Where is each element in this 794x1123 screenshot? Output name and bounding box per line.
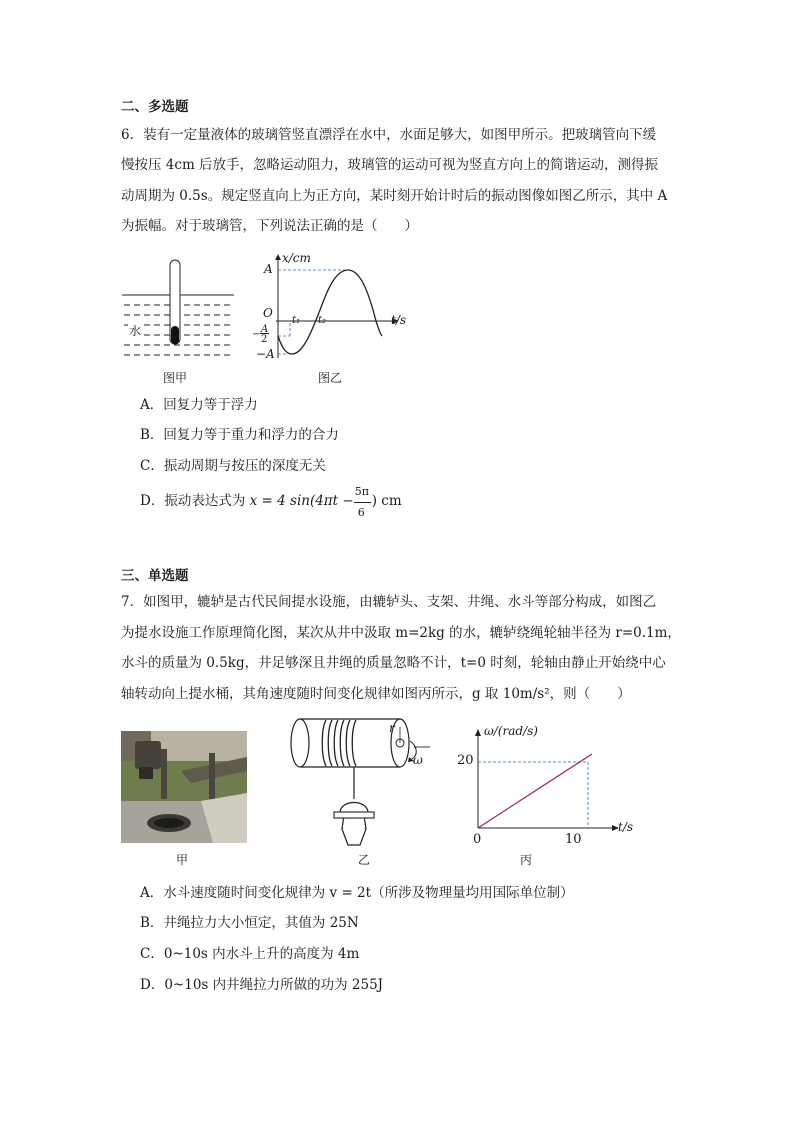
fraction-5pi-6: $\frac{5\pi}{6}$ bbox=[354, 484, 369, 519]
q6-stem-line-2: 慢按压 4cm 后放手，忽略运动阻力，玻璃管的运动可视为竖直方向上的简谐运动，测得振 bbox=[121, 157, 659, 173]
omega-time-graph bbox=[462, 724, 642, 846]
floating-tube-diagram bbox=[118, 244, 238, 364]
sine-curve bbox=[278, 270, 382, 354]
q7-stem-line-1: 7．如图甲，辘轳是古代民间提水设施，由辘轳头、支架、井绳、水斗等部分构成，如图乙 bbox=[121, 594, 657, 610]
figure-yi-caption: 图乙 bbox=[318, 371, 343, 385]
q7-figure-bing-graph bbox=[457, 724, 642, 847]
omega-graph-x-label: t/s bbox=[618, 820, 634, 834]
q6-figure-yi: x/cm t/s A O − A 2 −A t₁ t₂ bbox=[252, 250, 412, 370]
q6-stem-line-1: 6．装有一定量液体的玻璃管竖直漂浮在水中，水面足够大，如图甲所示。把玻璃管向下缓 bbox=[121, 127, 657, 143]
omega-graph-y-label: ω/(rad/s) bbox=[484, 724, 538, 738]
section-heading-multi-choice: 二、多选题 bbox=[121, 99, 189, 115]
windlass-photo bbox=[121, 731, 247, 843]
q7-stem-line-2: 为提水设施工作原理简化图，某次从井中汲取 m=2kg 的水，辘轳绕绳轮轴半径为 r=0.1m， bbox=[121, 625, 681, 641]
origin-label: O bbox=[263, 306, 273, 320]
water-label: 水 bbox=[129, 324, 142, 338]
q7-figure-jia-photo bbox=[121, 731, 247, 843]
figure-bing-caption: 丙 bbox=[520, 853, 533, 867]
figure-yi-caption-q7: 乙 bbox=[358, 853, 371, 867]
q6-option-c[interactable]: C．振动周期与按压的深度无关 bbox=[140, 458, 326, 474]
q7-figure-yi-schematic bbox=[288, 717, 438, 852]
tube-liquid bbox=[171, 326, 179, 344]
r-label: r bbox=[389, 721, 395, 735]
section-heading-single-choice: 三、单选题 bbox=[121, 568, 189, 584]
tick-neg-A: −A bbox=[256, 347, 275, 361]
omega-label: ω bbox=[413, 753, 423, 767]
t1-label: t₁ bbox=[292, 315, 301, 326]
q6-option-d[interactable]: D．振动表达式为 x = 4 sin(4πt − $\frac{5\pi}{6}$ ) cm bbox=[140, 484, 402, 519]
figure-jia-caption: 图甲 bbox=[163, 371, 188, 385]
origin-zero: 0 bbox=[473, 832, 482, 847]
pulley-bucket-diagram bbox=[288, 717, 438, 852]
q6-figure-jia bbox=[118, 244, 238, 364]
q7-option-a[interactable]: A．水斗速度随时间变化规律为 v = 2t（所涉及物理量均用国际单位制） bbox=[140, 885, 574, 901]
q6-option-a[interactable]: A．回复力等于浮力 bbox=[140, 397, 258, 413]
q7-stem-line-4: 轴转动向上提水桶，其角速度随时间变化规律如图丙所示，g 取 10m/s²，则（ ） bbox=[121, 686, 631, 702]
x-tick-10: 10 bbox=[565, 832, 582, 847]
t2-label: t₂ bbox=[318, 315, 327, 326]
q6-stem-line-3: 动周期为 0.5s。规定竖直向上为正方向，某时刻开始计时后的振动图像如图乙所示，其中 A bbox=[121, 188, 668, 204]
tick-A: A bbox=[264, 262, 273, 276]
figure-jia-caption-q7: 甲 bbox=[176, 853, 189, 867]
graph-x-axis-label: t/s bbox=[391, 313, 407, 327]
q6-stem-line-4: 为振幅。对于玻璃管，下列说法正确的是（ ） bbox=[121, 218, 418, 234]
q7-option-d[interactable]: D．0~10s 内井绳拉力所做的功为 255J bbox=[140, 977, 384, 993]
q7-option-c[interactable]: C．0~10s 内水斗上升的高度为 4m bbox=[140, 946, 360, 962]
y-tick-20: 20 bbox=[457, 753, 474, 768]
omega-series-line bbox=[478, 754, 592, 828]
q7-stem-line-3: 水斗的质量为 0.5kg，井足够深且井绳的质量忽略不计，t=0 时刻，轮轴由静止开始绕中心 bbox=[121, 655, 666, 671]
q6-option-b[interactable]: B．回复力等于重力和浮力的合力 bbox=[140, 427, 339, 443]
graph-y-axis-label: x/cm bbox=[282, 251, 311, 265]
vibration-graph bbox=[252, 250, 412, 370]
q7-option-b[interactable]: B．井绳拉力大小恒定，其值为 25N bbox=[140, 915, 359, 931]
